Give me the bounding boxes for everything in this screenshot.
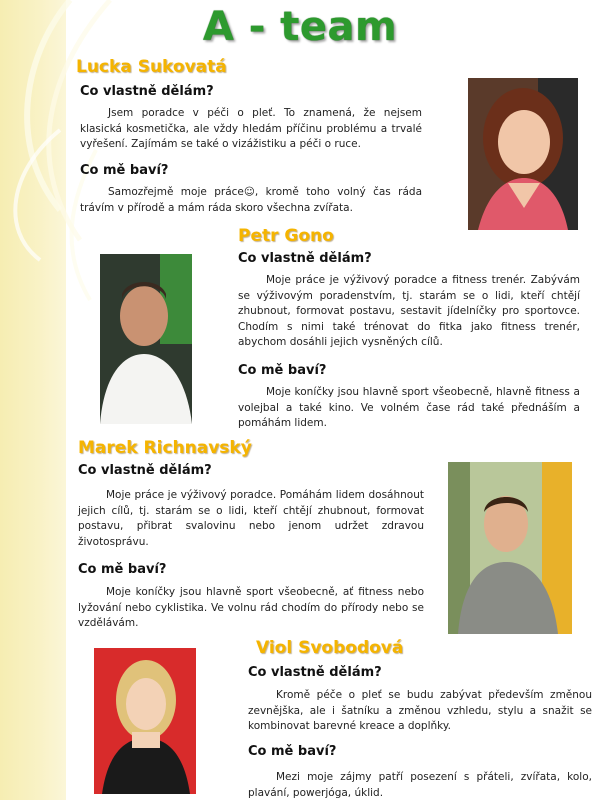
answer-what-i-enjoy: Samozřejmě moje práce☺, kromě toho volný čas ráda trávím v přírodě a mám ráda skoro všechna zvířata. — [80, 186, 422, 214]
member-name-viol: Viol Svobodová — [256, 638, 404, 658]
question-what-i-enjoy: Co mě baví? — [248, 744, 337, 759]
answer-what-i-enjoy: Moje koníčky jsou hlavně sport všeobecně, hlavně fitness a volejbal a také kino. Ve volném čase rád také přednáším a pomáhám lidem. — [238, 386, 580, 429]
member-photo-marek — [448, 462, 572, 634]
answer-what-i-do: Moje práce je výživový poradce. Pomáhám lidem dosáhnout jejich cílů, tj. starám se o lidi, kteří chtějí zhubnout, formovat postavu, přibrat svalovinu nebo jenom udržet zdravou životosprávu. — [78, 489, 424, 548]
answer-what-i-do: Jsem poradce v péči o pleť. To znamená, že nejsem klasická kosmetička, ale vždy hledám příčinu problému a trvalé vyřešení. Zajímám se také o vizážistiku a péči o ruce. — [80, 107, 422, 150]
question-what-i-do: Co vlastně dělám? — [238, 251, 372, 266]
question-what-i-do: Co vlastně dělám? — [248, 665, 382, 680]
member-name-petr: Petr Gono — [238, 226, 334, 246]
question-what-i-do: Co vlastně dělám? — [80, 84, 214, 99]
answer-what-i-do: Moje práce je výživový poradce a fitness trenér. Zabývám se výživovým poradenstvím, tj. starám se o lidi, kteří chtějí zhubnout, formovat postavu, sestavit jídelníčky pro sportovce. Chodím s nimi také trénovat do fitka jako fitness trenér, abychom dosáhli jejich vysněných cílů. — [238, 274, 580, 348]
member-name-marek: Marek Richnavský — [78, 438, 252, 458]
member-photo-petr — [100, 254, 192, 424]
answer-what-i-enjoy: Mezi moje zájmy patří posezení s přáteli, zvířata, kolo, plavání, powerjóga, úklid. — [248, 771, 592, 799]
question-what-i-enjoy: Co mě baví? — [78, 562, 167, 577]
member-photo-viol — [94, 648, 196, 794]
member-name-lucka: Lucka Sukovatá — [76, 57, 227, 77]
member-photo-lucka — [468, 78, 578, 230]
side-band — [0, 0, 66, 800]
answer-what-i-enjoy: Moje koníčky jsou hlavně sport všeobecně, ať fitness nebo lyžování nebo cyklistika. Ve volnu rád chodím do přírody nebo se vzdělávám. — [78, 586, 424, 629]
question-what-i-do: Co vlastně dělám? — [78, 463, 212, 478]
question-what-i-enjoy: Co mě baví? — [238, 363, 327, 378]
page-title: A - team — [202, 4, 398, 50]
answer-what-i-do: Kromě péče o pleť se budu zabývat především změnou zevnějška, ale i šatníku a změnou vzhledu, stylu a snažit se kombinovat barevné kreace a doplňky. — [248, 689, 592, 732]
question-what-i-enjoy: Co mě baví? — [80, 163, 169, 178]
